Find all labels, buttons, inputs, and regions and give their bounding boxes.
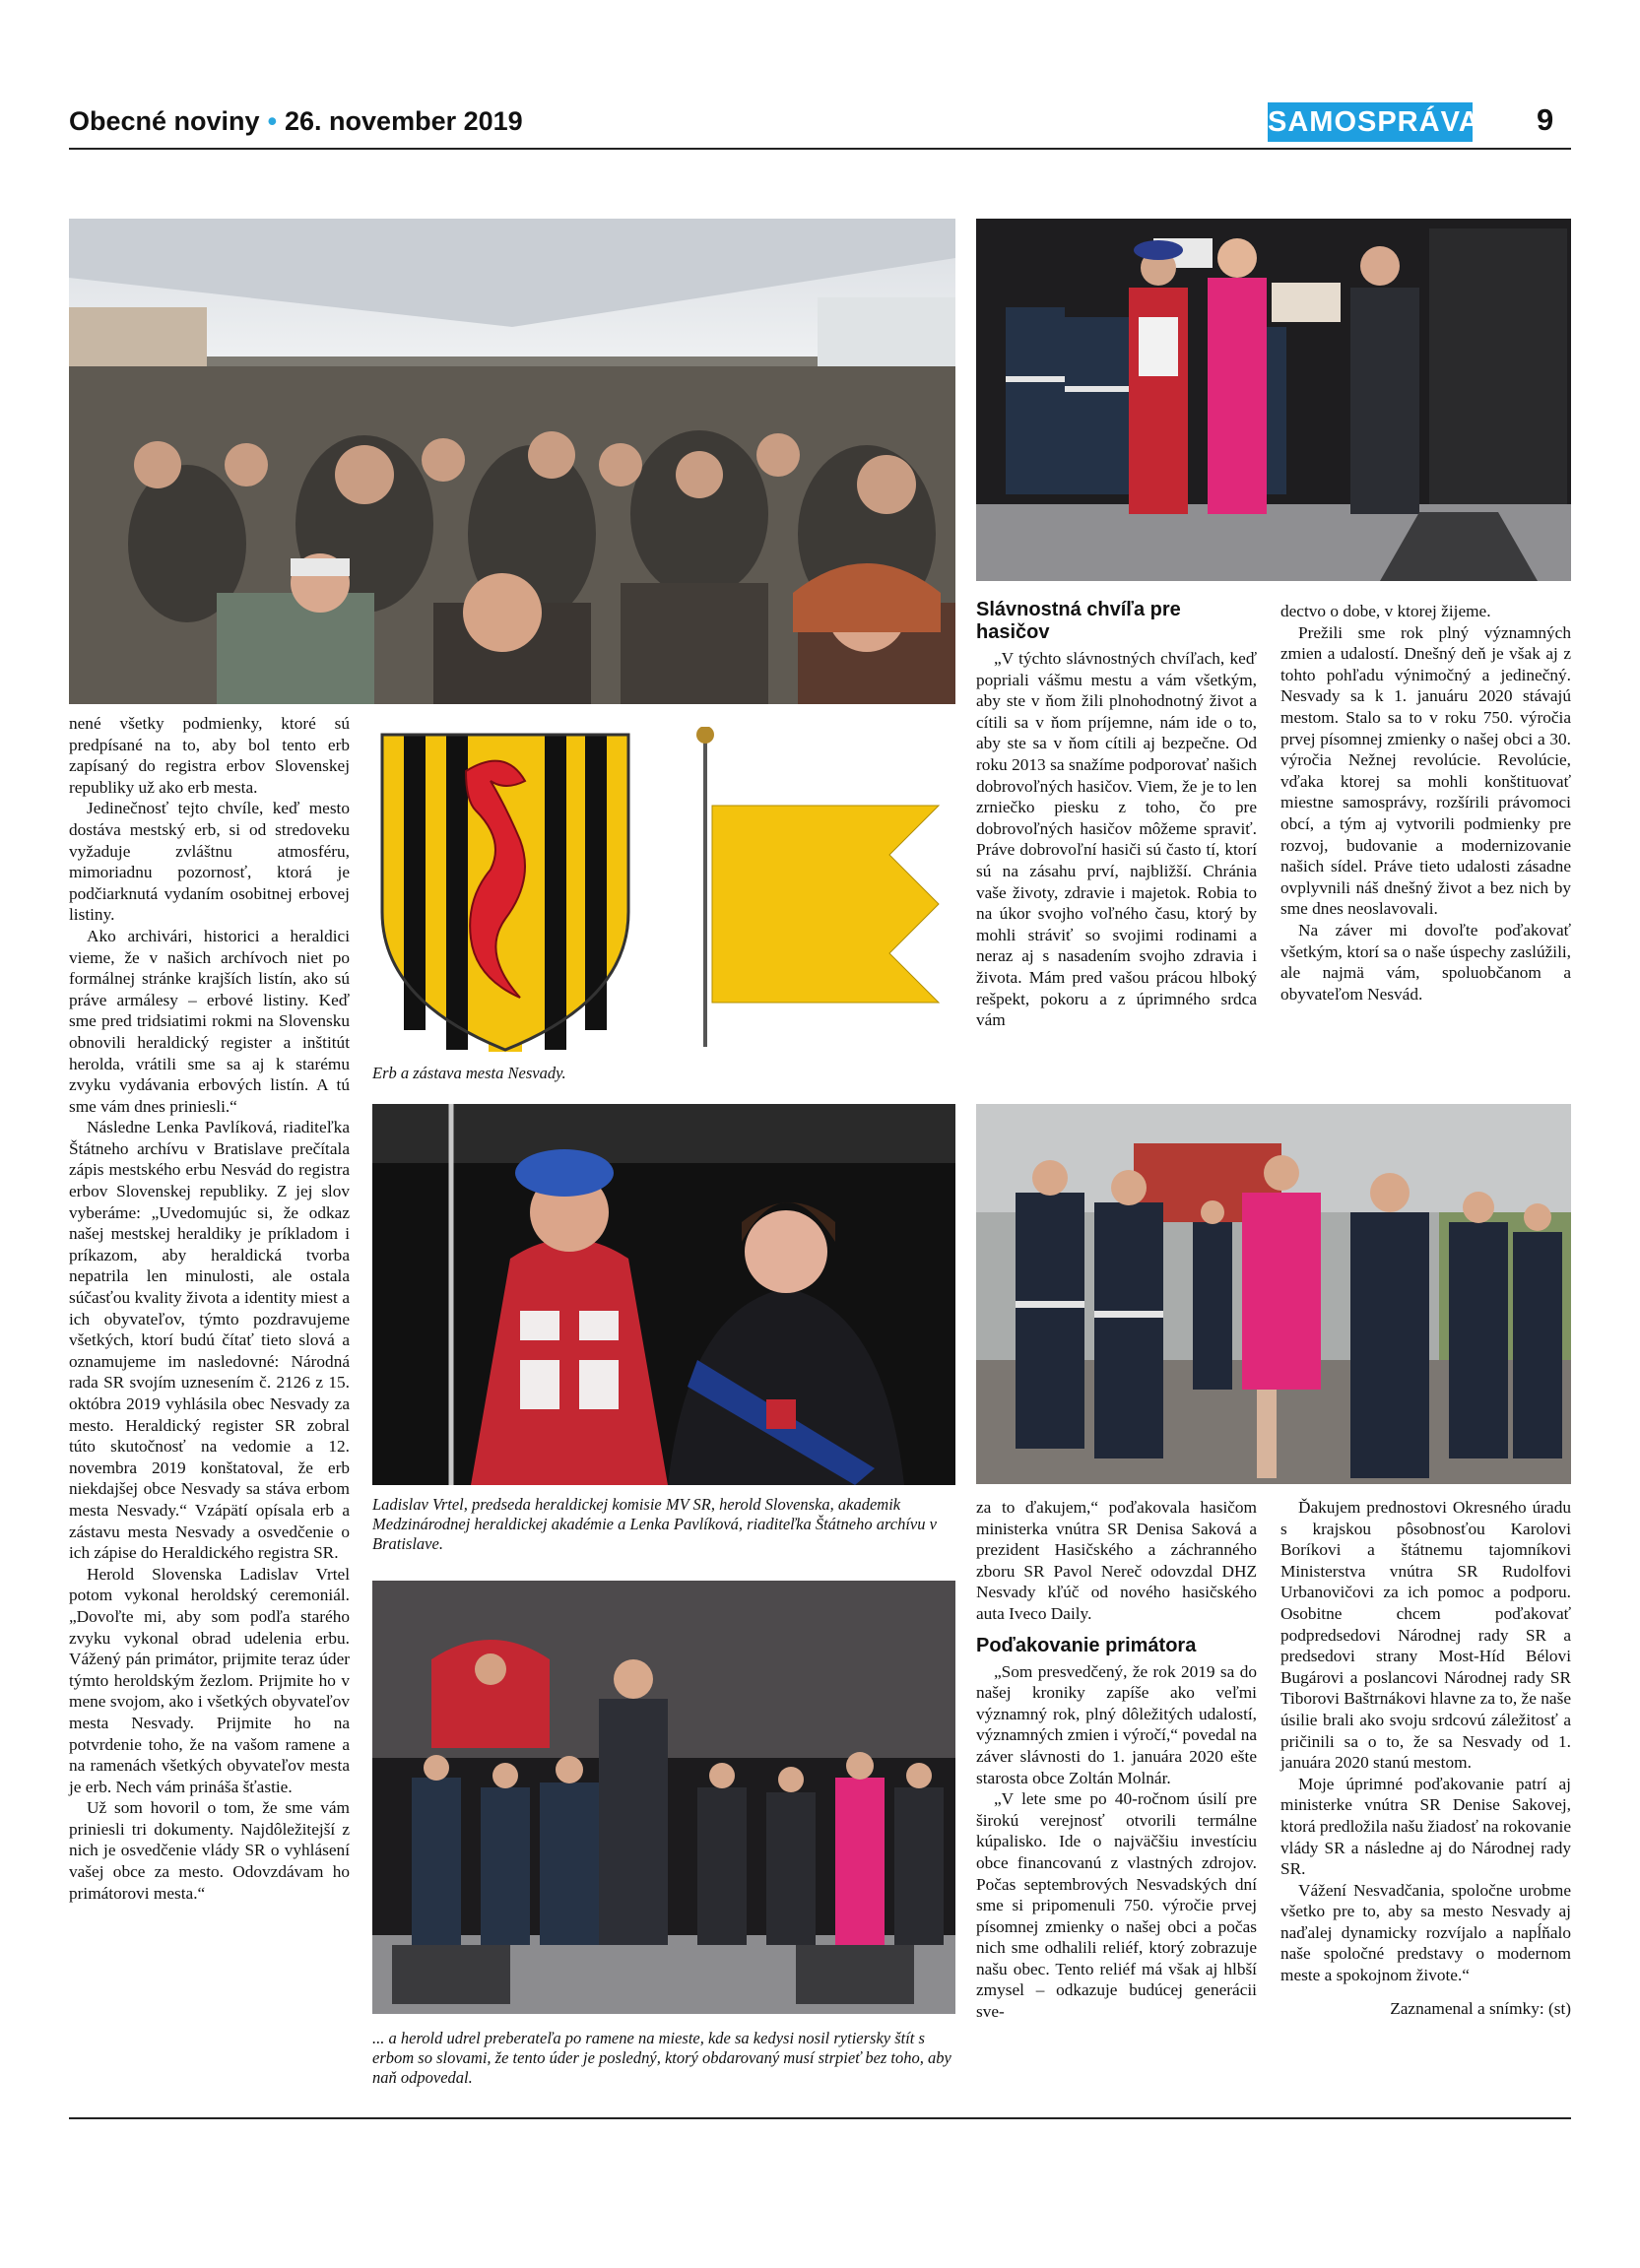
paragraph: Na záver mi dovoľte poďakovať všetkým, ktorí sa o naše úspechy zaslúžili, ale najmä vám, spoluobčanom a obyvateľom Nesvád.	[1280, 920, 1571, 1004]
herald-caption: Ladislav Vrtel, predseda heraldickej komisie MV SR, herold Slovenska, akademik Medzinárodnej heraldickej akadémie a Lenka Pavlíková, riaditeľka Štátneho archívu v Bratislave.	[372, 1495, 937, 1553]
paragraph: Už som hovoril o tom, že sme vám priniesli tri dokumenty. Najdôležitejší z nich je osvedčenie vlády SR o vyhlásení vašej obce za mesto. Odovzdávam ho primátorovi mesta.“	[69, 1798, 350, 1903]
paragraph: Ako archivári, historici a heraldici vieme, že v našich archívoch niet po formálnej stránke krajších listín, ako sú práve armálesy – erbové listiny. Keď sme pred tridsiatimi rokmi na Slovensku obnovili heraldický register a inštitút herolda, vrátili sme sa aj k starému zvyku vydávania erbových listín. A tú sme vám dnes priniesli.“	[69, 926, 350, 1116]
firefighters-outdoor-photo	[976, 1104, 1571, 1484]
article-column-3-lower	[976, 1497, 1257, 2023]
emblem-panel	[372, 727, 955, 1052]
section-heading: Poďakovanie primátora	[976, 1634, 1197, 1656]
photo-credit: Zaznamenal a snímky: (st)	[1390, 1998, 1571, 2018]
article-column-1	[69, 713, 350, 1904]
paragraph: nené všetky podmienky, ktoré sú predpísané na to, aby bol tento erb zapísaný do registra erbov Slovenskej republiky už ako erb mesta.	[69, 714, 350, 797]
paragraph: „V týchto slávnostných chvíľach, keď popriali vášmu mestu a vám všetkým, aby ste v ňom žili plnohodnotný život a cítili sa v ňom príjemne, nám ide o to, aby ste sa v ňom cítili aj bezpečne. Od roku 2013 sa snažíme podporovať našich dobrovoľných hasičov. Viem, že je to len zrniečko piesku z toho, čo pre dobrovoľných hasičov môžeme spraviť. Práve dobrovoľní hasiči sú často tí, ktorí sú na zásahu prví, najbližší. Chránia vaše životy, zdravie i majetok. Robia to na úkor svojho voľného času, ktorý by mohli stráviť so svojimi rodinami a neraz aj s nasadením svojho zdravia i života. Mám pred vašou prácou hlboký rešpekt, pokoru a z úprimného srdca vám	[976, 649, 1257, 1030]
stage-ceremony-photo	[976, 219, 1571, 581]
section-heading: Slávnostná chvíľa pre hasičov	[976, 599, 1181, 643]
paragraph: Následne Lenka Pavlíková, riaditeľka Štátneho archívu v Bratislave prečítala zápis mestského erbu Nesvád do registra erbov Slovenskej republiky. Z jej slov vyberáme: „Uvedomujúc si, že odkaz našej mestskej heraldiky je príkladom i príkazom, aby heraldická tvorba nepatrila len minulosti, ale ostala súčasťou kvality života a identity miest a ich obyvateľov, týmto pozdravujeme všetkých, ktorí budú čítať tieto slová a oznamujeme im nasledovné: Národná rada SR svojím uznesením č. 2126 z 15. októbra 2019 vyhlásila obec Nesvady za mesto. Heraldický register SR zobral túto skutočnosť na vedomie a 12. novembra 2019 konštatoval, že erb niekdajšej obce Nesvady sa stáva erbom mesta Nesvady.“ Vzápätí opísala erb a zástavu mesta Nesvady a osvedčenie o ich zápise do Heraldického registra SR.	[69, 1118, 350, 1563]
town-flag-icon	[696, 727, 939, 1047]
issue-date: 26. november 2019	[285, 106, 523, 136]
stage-caption: ... a herold udrel preberateľa po ramene na mieste, kde sa kedysi nosil rytiersky štít s erbom so slovami, že tento úder je posledný, ktorý obdarovaný musí strpieť bez toho, aby naň odpovedal.	[372, 2029, 951, 2087]
article-column-4-upper	[1280, 601, 1571, 1004]
coat-of-arms-shield-icon	[382, 735, 628, 1052]
article-column-4-lower	[1280, 1497, 1571, 2019]
paragraph: Vážení Nesvadčania, spoločne urobme všetko pre to, aby sa mesto Nesvady aj naďalej dynamicky rozvíjalo a napĺňalo naše spoločné predstavy o modernom meste a spokojnom živote.“	[1280, 1880, 1571, 1985]
footer-rule	[69, 2117, 1571, 2119]
paragraph: Moje úprimné poďakovanie patrí aj ministerke vnútra SR Denise Sakovej, ktorá predložila našu žiadosť na rokovanie vlády SR a následne aj do Národnej rady SR.	[1280, 1774, 1571, 1879]
emblem-caption: Erb a zástava mesta Nesvady.	[372, 1064, 566, 1082]
article-column-3-upper	[976, 597, 1257, 1031]
separator-dot: •	[267, 106, 278, 136]
paragraph: Ďakujem prednostovi Okresného úradu s krajskou pôsobnosťou Karolovi Boríkovi a štátnemu tajomníkovi Ministerstva vnútra SR Rudolfovi Urbanovičovi za ich pomoc a podporu. Osobitne chcem poďakovať podpredsedovi Národnej rady SR a predsedovi strany Most-Híd Bélovi Bugárovi a poslancovi Národnej rady SR Tiborovi Baštrnákovi hlavne za to, že naše úsilie brali ako svoju srdcovú záležitosť a pričinili sa o to, že sa Nesvady od 1. januára 2020 stanú mestom.	[1280, 1498, 1571, 1773]
paragraph: Prežili sme rok plný významných zmien a udalostí. Dnešný deň je však aj z tohto pohľadu výnimočný a jedinečný. Nesvady sa k 1. januáru 2020 stávajú mestom. Stalo sa to v roku 750. výročia prvej písomnej zmienky o našej obci a 30. výročia Nežnej revolúcie. Revolúcie, vďaka ktorej sa mohli konštituovať miestne samosprávy, rozšírili právomoci obcí, a tým aj vytvorili podmienky pre rozvoj, budovanie a modernizovanie našich sídel. Práve tieto udalosti zásadne ovplyvnili náš dnešný život a bez nich by sme dnes neoslavovali.	[1280, 622, 1571, 919]
paragraph: Jedinečnosť tejto chvíle, keď mesto dostáva mestský erb, si od stredoveku vyžaduje zvláštnu atmosféru, mimoriadnu pozornosť, ktorá je podčiarknutá vydaním osobitnej erbovej listiny.	[69, 799, 350, 925]
paragraph: „Som presvedčený, že rok 2019 sa do našej kroniky zapíše ako veľmi významný rok, plný dôležitých udalostí, významných zmien i výročí,“ povedal na záver slávnosti do 1. januára 2020 ešte starosta obce Zoltán Molnár.	[976, 1661, 1257, 1787]
herald-portrait-photo	[372, 1104, 955, 1485]
paragraph: „V lete sme po 40-ročnom úsilí pre širokú verejnosť otvorili termálne kúpalisko. Ide o najväčšiu investíciu obce financovanú z vlastných zdrojov. Počas septembrových Nesvadských dní sme si pripomenuli 750. výročie prvej písomnej zmienky o našej obci a počas nich sme odhalili reliéf, ktorý zobrazuje našu obec. Tento reliéf má však aj hlbší zmysel – odkazuje budúcej generácii sve-	[976, 1789, 1257, 2022]
stage-group-photo	[372, 1581, 955, 2014]
section-badge: SAMOSPRÁVA	[1268, 102, 1473, 142]
newspaper-masthead	[69, 106, 523, 137]
crowd-photo	[69, 219, 955, 704]
paragraph: dectvo o dobe, v ktorej žijeme.	[1280, 602, 1491, 620]
paragraph: Herold Slovenska Ladislav Vrtel potom vykonal heroldský ceremoniál. „Dovoľte mi, aby som podľa starého zvyku vykonal obrad udelenia erbu. Vážený pán primátor, prijmite teraz úder týmto heroldským žezlom. Prijmite ho v mene svojom, ako i všetkých obyvateľov mesta Nesvady. Prijmite ho na potvrdenie toho, že na vašom ramene a na ramenách všetkých obyvateľov mesta je erb. Nech vám prináša šťastie.	[69, 1564, 350, 1796]
paper-name: Obecné noviny	[69, 106, 260, 136]
header-rule	[69, 148, 1571, 150]
page-number: 9	[1537, 102, 1554, 137]
paragraph: za to ďakujem,“ poďakovala hasičom ministerka vnútra SR Denisa Saková a prezident Hasičského a záchranného zboru SR Pavol Nereč odovzdal DHZ Nesvady kľúč od nového hasičského auta Iveco Daily.	[976, 1498, 1257, 1623]
